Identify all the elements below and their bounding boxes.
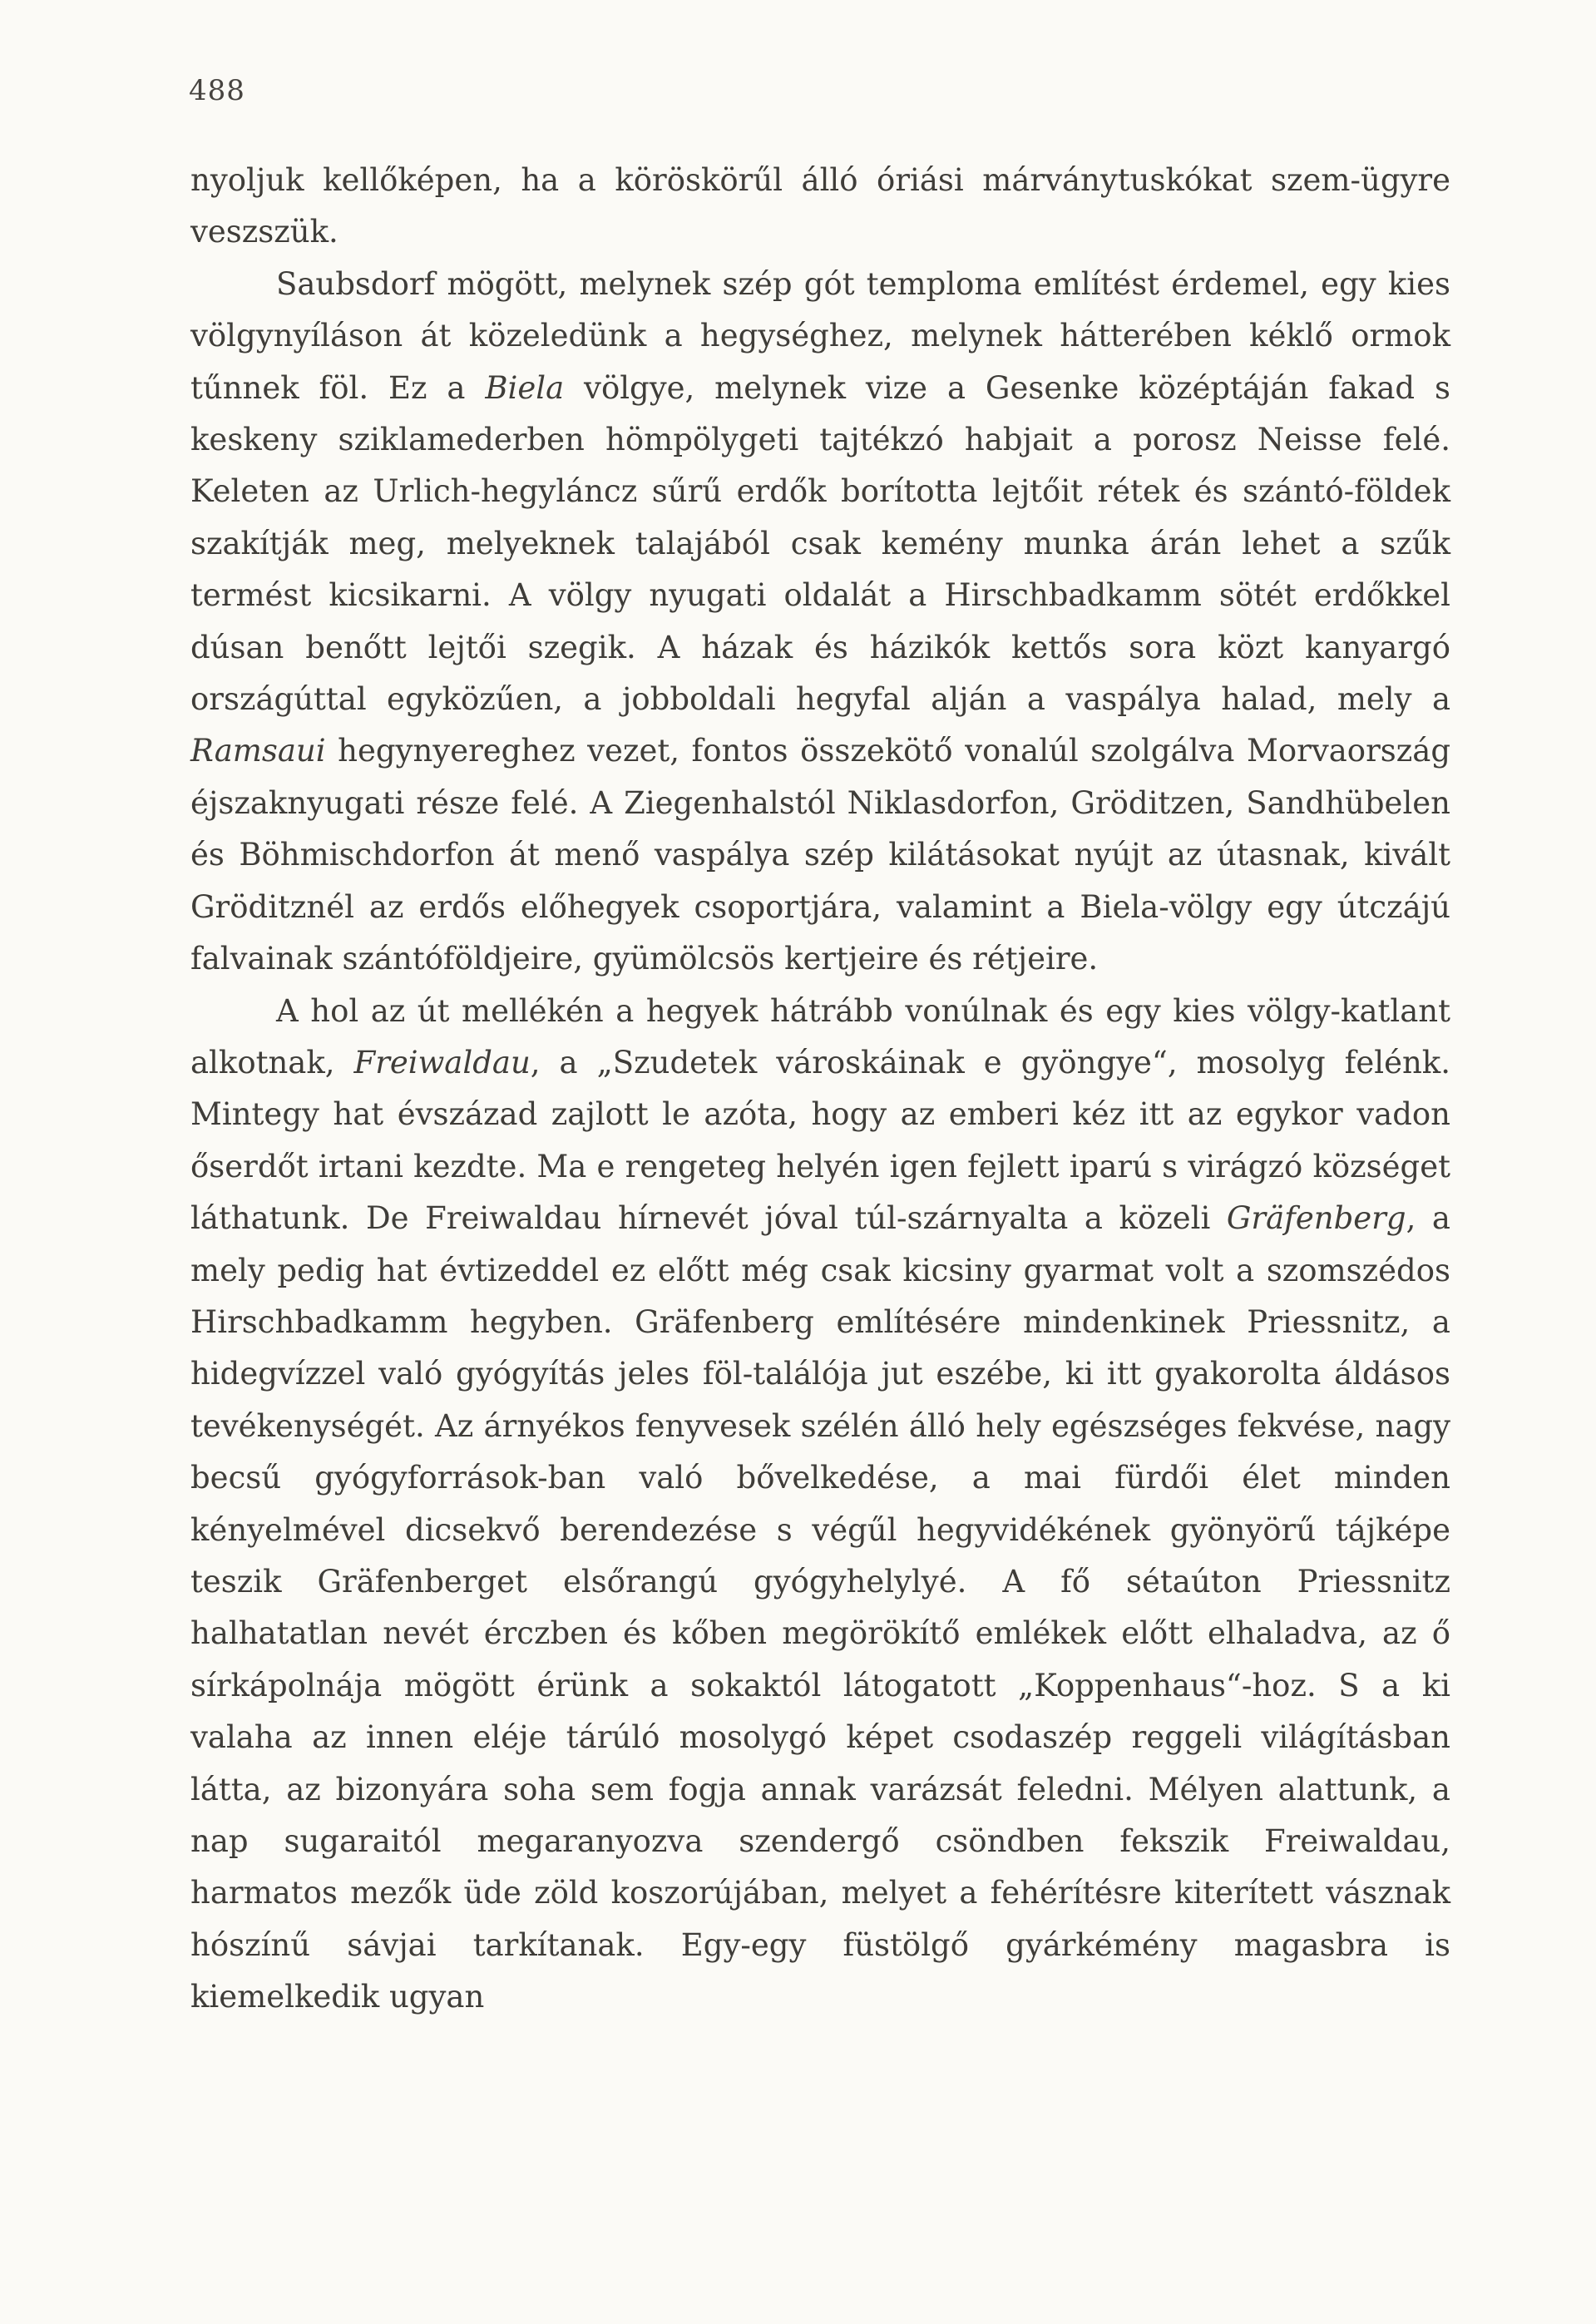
paragraph-2-italic-ramsaui: Ramsaui (190, 733, 326, 769)
paragraph-3-segment-3: , a „Szudetek városkáinak e gyöngye“, mosolyg felénk. Mintegy hat évszázad zajlott le azóta, hogy az emberi kéz itt az egykor vadon őserdőt irtani kezdte. Ma e rengeteg helyén igen fejlett iparú s virágzó községet láthatunk. De Freiwaldau hírnevét jóval túl-szárnyalta a közeli (190, 1044, 1450, 1237)
paragraph-2-italic-biela: Biela (485, 369, 565, 406)
paragraph-2 (190, 259, 1450, 986)
paragraph-3-italic-freiwaldau: Freiwaldau (353, 1044, 531, 1080)
paragraph-3-italic-grafenberg: Gräfenberg (1226, 1200, 1406, 1237)
paragraph-2-segment-5: hegynyereghez vezet, fontos összekötő vonalúl szolgálva Morvaország éjszaknyugati része felé. A Ziegenhalstól Niklasdorfon, Gröditzen, Sandhübelen és Böhmischdorfon át menő vaspálya szép kilátásokat nyújt az útasnak, kivált Gröditznél az erdős előhegyek csoportjára, valamint a Biela-völgy egy útczájú falvainak szántóföldjeire, gyümölcsös kertjeire és rétjeire. (190, 733, 1450, 977)
paragraph-3-segment-5: , a mely pedig hat évtizeddel ez előtt még csak kicsiny gyarmat volt a szomszédos Hirschbadkamm hegyben. Gräfenberg említésére mindenkinek Priessnitz, a hidegvízzel való gyógyítás jeles föl-találója jut eszébe, ki itt gyakorolta áldásos tevékenységét. Az árnyékos fenyvesek szélén álló hely egészséges fekvése, nagy becsű gyógyforrások-ban való bővelkedése, a mai fürdői élet minden kényelmével dicsekvő berendezése s végűl hegyvidékének gyönyörű tájképe teszik Gräfenberget elsőrangú gyógyhelylyé. A fő sétaúton Priessnitz halhatatlan nevét érczben és kőben megörökítő emlékek előtt elhaladva, az ő sírkápolnája mögött érünk a sokaktól látogatott „Koppenhaus“-hoz. S a ki valaha az innen eléje tárúló mosolygó képet csodaszép reggeli világításban látta, az bizonyára soha sem fogja annak varázsát feledni. Mélyen alattunk, a nap sugaraitól megaranyozva szendergő csöndben fekszik Freiwaldau, harmatos mezők üde zöld koszorújában, melyet a fehérítésre kiterített vásznak hószínű sávjai tarkítanak. Egy-egy füstölgő gyárkémény magasbra is kiemelkedik ugyan (190, 1200, 1450, 2015)
paragraph-3 (190, 986, 1450, 2024)
paragraph-1 (190, 155, 1450, 259)
paragraph-2-segment-1: Saubsdorf mögött, melynek szép gót temploma említést érdemel, egy kies völgynyíláson át közeledünk a hegységhez, melynek hátterében kéklő ormok tűnnek föl. Ez a (190, 265, 1450, 406)
paragraph-1-text: nyoljuk kellőképen, ha a köröskörűl álló óriási márványtuskókat szem-ügyre veszszük. (190, 162, 1450, 250)
paragraph-2-segment-3: völgye, melynek vize a Gesenke középtáján fakad s keskeny sziklamederben hömpölygeti tajtékzó habjait a porosz Neisse felé. Keleten az Urlich-hegyláncz sűrű erdők borította lejtőit rétek és szántó-földek szakítják meg, melyeknek talajából csak kemény munka árán lehet a szűk termést kicsikarni. A völgy nyugati oldalát a Hirschbadkamm sötét erdőkkel dúsan benőtt lejtői szegik. A házak és házikók kettős sora közt kanyargó országúttal egyközűen, a jobboldali hegyfal alján a vaspálya halad, mely a (190, 369, 1450, 718)
paragraph-3-segment-1: A hol az út mellékén a hegyek hátrább vonúlnak és egy kies völgy-katlant alkotnak, (190, 992, 1450, 1080)
page-number: 488 (189, 74, 245, 107)
body-text (190, 155, 1450, 2024)
